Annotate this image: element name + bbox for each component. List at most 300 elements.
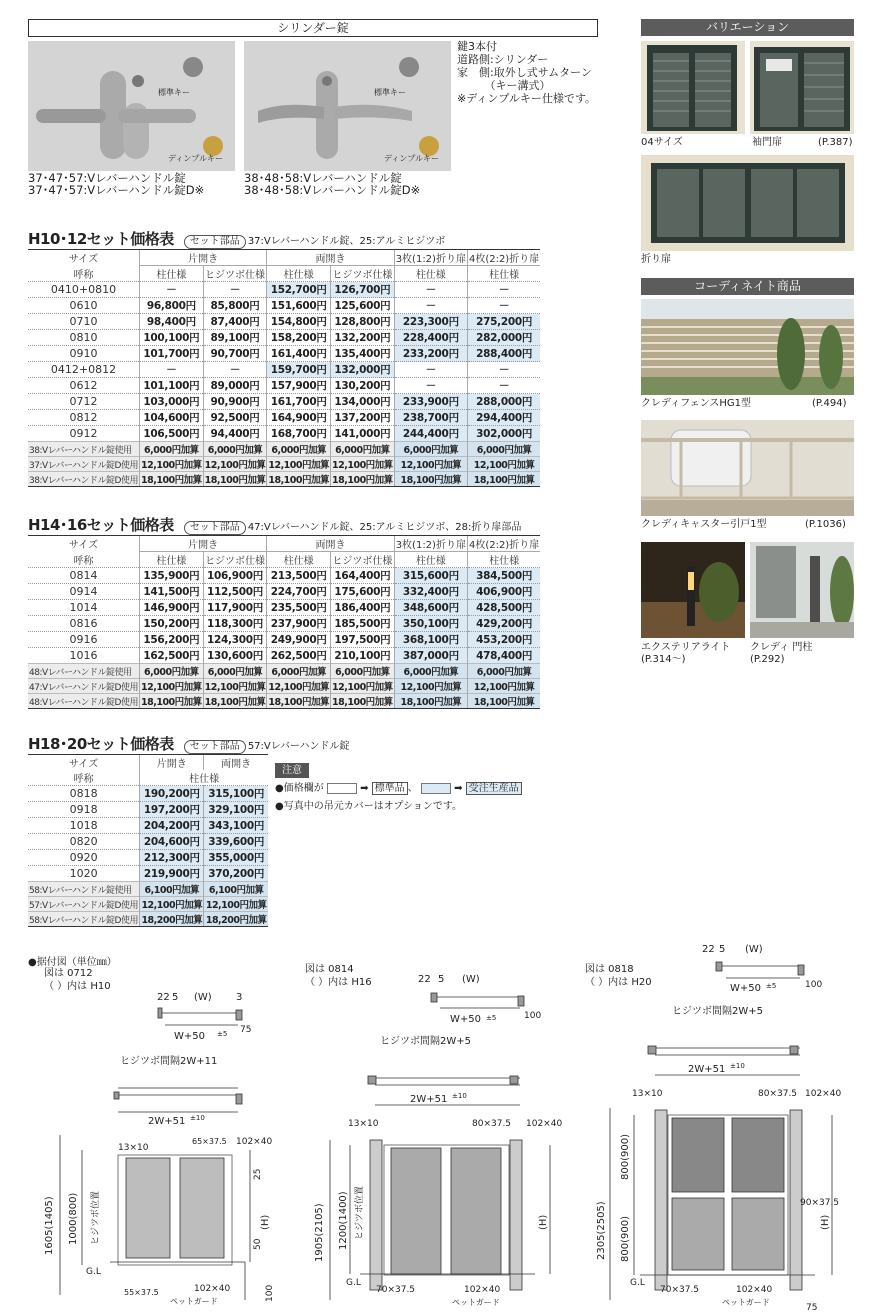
price-cell: 104,600円 bbox=[140, 410, 204, 426]
d2-2w51: 2W+51 bbox=[410, 1094, 448, 1105]
d2-pillar: 13×10 bbox=[348, 1119, 379, 1129]
addon-price: 6,000円加算 bbox=[140, 664, 204, 679]
price-cell: 212,300円 bbox=[140, 850, 204, 866]
addon-price: 6,000円加算 bbox=[267, 664, 331, 679]
size-code: 0918 bbox=[28, 802, 140, 818]
price-cell: 197,200円 bbox=[140, 802, 204, 818]
price-cell: 453,200円 bbox=[467, 632, 540, 648]
addon-price: 12,100円加算 bbox=[331, 457, 395, 472]
lock-illustration-2 bbox=[244, 41, 451, 171]
price-cell: 237,900円 bbox=[267, 616, 331, 632]
price-cell: 302,000円 bbox=[467, 426, 540, 442]
cylinder-title: シリンダー錠 bbox=[28, 19, 598, 37]
addon-price: 18,100円加算 bbox=[331, 472, 395, 487]
price-cell: － bbox=[140, 282, 204, 298]
d2-w: (W) bbox=[462, 974, 480, 985]
price-cell: 101,700円 bbox=[140, 346, 204, 362]
d2-22: 22 bbox=[418, 974, 431, 985]
spec-header: 柱仕様 bbox=[267, 552, 331, 568]
variation-photo-fold bbox=[641, 155, 854, 251]
price-cell: 98,400円 bbox=[140, 314, 204, 330]
addon-price: 6,000円加算 bbox=[467, 664, 540, 679]
fold4-header: 4枚(2:2)折り扉 bbox=[467, 250, 540, 266]
addon-label: 48:Vレバーハンドル錠使用 bbox=[28, 664, 140, 679]
table-row bbox=[28, 362, 540, 378]
price-cell: 90,700円 bbox=[203, 346, 267, 362]
addon-price: 18,100円加算 bbox=[140, 694, 204, 709]
price-cell: 135,400円 bbox=[331, 346, 395, 362]
d1-mid: 1000(800) bbox=[68, 1192, 79, 1245]
table-row bbox=[28, 410, 540, 426]
price-cell: 384,500円 bbox=[467, 568, 540, 584]
addon-price: 18,100円加算 bbox=[203, 694, 267, 709]
d1-post2: 102×40 bbox=[194, 1284, 231, 1294]
addon-price: 12,100円加算 bbox=[467, 679, 540, 694]
h10-tag: セット部品 bbox=[184, 235, 246, 249]
size-header: サイズ bbox=[28, 536, 140, 552]
addon-price: 6,100円加算 bbox=[204, 882, 268, 897]
d1-100: 100 bbox=[265, 1284, 275, 1302]
h14-note: 47:Vレバーハンドル錠、25:アルミヒジツボ、28:折り扉部品 bbox=[247, 522, 522, 533]
d3-tol5: ±5 bbox=[766, 982, 777, 990]
code-header: 呼称 bbox=[28, 770, 140, 786]
addon-price: 18,100円加算 bbox=[140, 472, 204, 487]
price-cell: 406,900円 bbox=[467, 584, 540, 600]
addon-price: 6,000円加算 bbox=[331, 442, 395, 457]
hiji-pitch-2: ヒジツボ間隔2W+5 bbox=[380, 1036, 471, 1047]
dim-22: 22 bbox=[157, 992, 170, 1003]
d1-frame: 65×37.5 bbox=[192, 1137, 227, 1146]
price-cell: 186,400円 bbox=[331, 600, 395, 616]
dim-2w51-1: 2W+51 bbox=[148, 1116, 186, 1127]
price-cell: 175,600円 bbox=[331, 584, 395, 600]
price-cell: 106,500円 bbox=[140, 426, 204, 442]
fence-illustration bbox=[641, 299, 854, 395]
lock-caption-1: 37･47･57:Vレバーハンドル錠 37･47･57:Vレバーハンドル錠D※ bbox=[28, 171, 205, 197]
h14-tag: セット部品 bbox=[184, 521, 246, 535]
dim-w: (W) bbox=[194, 992, 212, 1003]
price-cell: － bbox=[203, 282, 267, 298]
key-standard-label: 標準キー bbox=[158, 88, 190, 97]
d2-post: 102×40 bbox=[526, 1119, 563, 1129]
table-row bbox=[28, 378, 540, 394]
table-row bbox=[28, 850, 268, 866]
addon-row bbox=[28, 882, 268, 897]
price-cell: 185,500円 bbox=[331, 616, 395, 632]
variation-sode-page: (P.387) bbox=[818, 137, 853, 148]
d1-pillar: 13×10 bbox=[118, 1143, 149, 1153]
addon-price: 6,000円加算 bbox=[394, 442, 467, 457]
dim-tol5-1: ±5 bbox=[217, 1030, 228, 1038]
table-row bbox=[28, 426, 540, 442]
arrow-icon: ➡ bbox=[360, 783, 369, 794]
coord-photo-light bbox=[641, 542, 745, 638]
price-cell: 117,900円 bbox=[203, 600, 267, 616]
drawing-title: ●据付図（単位㎜） bbox=[28, 957, 117, 968]
price-cell: － bbox=[467, 378, 540, 394]
drawing3-label: 図は 0818 （ ）内は H20 bbox=[585, 964, 652, 988]
d3-2w51: 2W+51 bbox=[688, 1064, 726, 1075]
price-cell: 162,500円 bbox=[140, 648, 204, 664]
size-code: 0916 bbox=[28, 632, 140, 648]
d2-100: 100 bbox=[524, 1011, 542, 1021]
coord-photo-fence bbox=[641, 299, 854, 395]
h18-tag: セット部品 bbox=[184, 740, 246, 754]
addon-price: 12,100円加算 bbox=[394, 679, 467, 694]
addon-price: 6,000円加算 bbox=[467, 442, 540, 457]
price-cell: 288,000円 bbox=[467, 394, 540, 410]
d2-5: 5 bbox=[438, 974, 445, 985]
price-cell: 339,600円 bbox=[204, 834, 268, 850]
variation-sode-label: 袖門扉 bbox=[752, 137, 782, 148]
h18-price-table bbox=[28, 754, 268, 927]
d1-gl: G.L bbox=[86, 1267, 101, 1277]
d3-w: (W) bbox=[745, 944, 763, 955]
variation-fold-label: 折り扉 bbox=[641, 254, 671, 265]
size-code: 0820 bbox=[28, 834, 140, 850]
price-cell: 235,500円 bbox=[267, 600, 331, 616]
table-row bbox=[28, 802, 268, 818]
price-cell: 210,100円 bbox=[331, 648, 395, 664]
d2-w50: W+50 bbox=[450, 1014, 481, 1025]
addon-label: 57:Vレバーハンドル錠D使用 bbox=[28, 897, 140, 912]
addon-price: 6,000円加算 bbox=[203, 664, 267, 679]
price-cell: 85,800円 bbox=[203, 298, 267, 314]
price-cell: 101,100円 bbox=[140, 378, 204, 394]
size-code: 1020 bbox=[28, 866, 140, 882]
drawing1-label: 図は 0712 （ ）内は H10 bbox=[44, 968, 111, 992]
d3-top: 2305(2505) bbox=[596, 1201, 607, 1260]
table-row bbox=[28, 866, 268, 882]
price-cell: 89,000円 bbox=[203, 378, 267, 394]
price-cell: 233,900円 bbox=[394, 394, 467, 410]
d3-22: 22 bbox=[702, 944, 715, 955]
addon-price: 18,100円加算 bbox=[467, 694, 540, 709]
addon-price: 6,100円加算 bbox=[140, 882, 204, 897]
order-swatch bbox=[421, 783, 451, 794]
d3-post2: 102×40 bbox=[736, 1285, 773, 1295]
price-cell: 134,000円 bbox=[331, 394, 395, 410]
lock-photo-1 bbox=[28, 41, 235, 171]
fold3-header: 3枚(1:2)折り扉 bbox=[394, 250, 467, 266]
table-row bbox=[28, 346, 540, 362]
addon-row bbox=[28, 664, 540, 679]
d3-h: (H) bbox=[820, 1214, 831, 1230]
dim-75-1: 75 bbox=[240, 1025, 252, 1035]
price-cell: 156,200円 bbox=[140, 632, 204, 648]
spec-header: 柱仕様 bbox=[140, 266, 204, 282]
price-cell: 275,200円 bbox=[467, 314, 540, 330]
variation-photo-sode bbox=[750, 41, 854, 134]
d1-hiji-pos: ヒジツボ位置 bbox=[91, 1190, 101, 1245]
caution-line1: ●価格欄が ➡ 標準品 、 ➡ 受注生産品 bbox=[275, 782, 522, 796]
size-code: 0920 bbox=[28, 850, 140, 866]
price-cell: 146,900円 bbox=[140, 600, 204, 616]
table-row bbox=[28, 568, 540, 584]
order-label: 受注生産品 bbox=[466, 782, 522, 795]
price-cell: 87,400円 bbox=[203, 314, 267, 330]
spec-header: ヒジツボ仕様 bbox=[203, 552, 267, 568]
price-cell: 118,300円 bbox=[203, 616, 267, 632]
price-cell: 224,700円 bbox=[267, 584, 331, 600]
price-cell: 343,100円 bbox=[204, 818, 268, 834]
price-cell: 262,500円 bbox=[267, 648, 331, 664]
price-cell: 244,400円 bbox=[394, 426, 467, 442]
price-cell: 90,900円 bbox=[203, 394, 267, 410]
table-row bbox=[28, 314, 540, 330]
addon-price: 6,000円加算 bbox=[394, 664, 467, 679]
header-row bbox=[28, 536, 540, 552]
price-cell: 223,300円 bbox=[394, 314, 467, 330]
d2-foot: 70×37.5 bbox=[376, 1285, 416, 1295]
addon-price: 12,100円加算 bbox=[204, 897, 268, 912]
pillar-illustration bbox=[750, 542, 854, 638]
price-cell: 164,900円 bbox=[267, 410, 331, 426]
coord-photo-caster bbox=[641, 420, 854, 516]
addon-price: 12,100円加算 bbox=[331, 679, 395, 694]
addon-price: 18,100円加算 bbox=[394, 472, 467, 487]
single-header: 片開き bbox=[140, 536, 267, 552]
price-cell: － bbox=[394, 298, 467, 314]
dim-5: 5 bbox=[172, 992, 179, 1003]
price-cell: 197,500円 bbox=[331, 632, 395, 648]
header-row bbox=[28, 770, 268, 786]
spec-header: ヒジツボ仕様 bbox=[203, 266, 267, 282]
price-cell: 126,700円 bbox=[331, 282, 395, 298]
size-header: サイズ bbox=[28, 755, 140, 771]
price-cell: 249,900円 bbox=[267, 632, 331, 648]
price-cell: 137,200円 bbox=[331, 410, 395, 426]
spec-header: 柱仕様 bbox=[394, 266, 467, 282]
addon-price: 12,100円加算 bbox=[203, 457, 267, 472]
coord-fence-page: (P.494) bbox=[812, 398, 847, 409]
addon-label: 38:Vレバーハンドル錠使用 bbox=[28, 442, 140, 457]
price-cell: 219,900円 bbox=[140, 866, 204, 882]
price-cell: 103,000円 bbox=[140, 394, 204, 410]
dim-3: 3 bbox=[236, 992, 243, 1003]
spec-header: 柱仕様 bbox=[467, 266, 540, 282]
arrow-icon: ➡ bbox=[454, 783, 463, 794]
d3-w50: W+50 bbox=[730, 983, 761, 994]
price-cell: 204,600円 bbox=[140, 834, 204, 850]
d3-gl: G.L bbox=[630, 1278, 645, 1288]
price-cell: 355,000円 bbox=[204, 850, 268, 866]
d3-post: 102×40 bbox=[805, 1089, 842, 1099]
spec-header: 柱仕様 bbox=[140, 552, 204, 568]
price-cell: 150,200円 bbox=[140, 616, 204, 632]
lock-caption-2: 38･48･58:Vレバーハンドル錠 38･48･58:Vレバーハンドル錠D※ bbox=[244, 171, 421, 197]
size-code: 0818 bbox=[28, 786, 140, 802]
addon-label: 38:Vレバーハンドル錠D使用 bbox=[28, 472, 140, 487]
caution-line2: ●写真中の吊元カバーはオプションです。 bbox=[275, 801, 463, 812]
price-cell: 132,000円 bbox=[331, 362, 395, 378]
d3-foot: 70×37.5 bbox=[660, 1285, 700, 1295]
spec-header: 柱仕様 bbox=[140, 770, 268, 786]
caution-title: 注意 bbox=[275, 763, 309, 778]
coord-fence-label: クレディフェンスHG1型 bbox=[641, 398, 752, 409]
size-code: 0816 bbox=[28, 616, 140, 632]
addon-price: 6,000円加算 bbox=[203, 442, 267, 457]
spec-header: ヒジツボ仕様 bbox=[331, 552, 395, 568]
coord-caster-page: (P.1036) bbox=[805, 519, 846, 530]
price-cell: 152,700円 bbox=[267, 282, 331, 298]
double-header: 両開き bbox=[267, 250, 394, 266]
addon-label: 48:Vレバーハンドル錠D使用 bbox=[28, 694, 140, 709]
price-cell: 350,100円 bbox=[394, 616, 467, 632]
double-header: 両開き bbox=[267, 536, 394, 552]
price-cell: 478,400円 bbox=[467, 648, 540, 664]
addon-label: 47:Vレバーハンドル錠D使用 bbox=[28, 679, 140, 694]
d3-midframe: 90×37.5 bbox=[800, 1198, 840, 1208]
price-cell: 151,600円 bbox=[267, 298, 331, 314]
double-header: 両開き bbox=[204, 755, 268, 771]
price-cell: 213,500円 bbox=[267, 568, 331, 584]
d3-75: 75 bbox=[806, 1303, 818, 1313]
addon-price: 6,000円加算 bbox=[140, 442, 204, 457]
standard-swatch bbox=[327, 783, 357, 794]
size-code: 0410+0810 bbox=[28, 282, 140, 298]
d2-tol10: ±10 bbox=[452, 1092, 467, 1100]
addon-price: 18,100円加算 bbox=[467, 472, 540, 487]
d2-petguard: ペットガード bbox=[452, 1298, 500, 1307]
size-code: 0710 bbox=[28, 314, 140, 330]
single-header: 片開き bbox=[140, 755, 204, 771]
addon-row bbox=[28, 912, 268, 927]
d2-gl: G.L bbox=[346, 1278, 361, 1288]
price-cell: 128,800円 bbox=[331, 314, 395, 330]
price-cell: 387,000円 bbox=[394, 648, 467, 664]
d2-h: (H) bbox=[538, 1214, 549, 1230]
price-cell: 329,100円 bbox=[204, 802, 268, 818]
header-row bbox=[28, 552, 540, 568]
d3-petguard: ペットガード bbox=[722, 1298, 770, 1307]
addon-price: 6,000円加算 bbox=[267, 442, 331, 457]
addon-price: 12,100円加算 bbox=[467, 457, 540, 472]
addon-row bbox=[28, 897, 268, 912]
price-cell: 106,900円 bbox=[203, 568, 267, 584]
dim-w50-1: W+50 bbox=[174, 1031, 205, 1042]
d2-post2: 102×40 bbox=[464, 1285, 501, 1295]
price-cell: 168,700円 bbox=[267, 426, 331, 442]
fold3-header: 3枚(1:2)折り扉 bbox=[394, 536, 467, 552]
price-cell: 332,400円 bbox=[394, 584, 467, 600]
size-code: 0412+0812 bbox=[28, 362, 140, 378]
addon-price: 18,200円加算 bbox=[204, 912, 268, 927]
price-cell: 315,100円 bbox=[204, 786, 268, 802]
d3-mid2: 800(900) bbox=[620, 1216, 631, 1262]
addon-row bbox=[28, 679, 540, 694]
spec-header: ヒジツボ仕様 bbox=[331, 266, 395, 282]
addon-price: 12,100円加算 bbox=[140, 897, 204, 912]
price-cell: 288,400円 bbox=[467, 346, 540, 362]
price-cell: 190,200円 bbox=[140, 786, 204, 802]
price-cell: － bbox=[467, 282, 540, 298]
h18-title: H18･20セット価格表 セット部品 57:Vレバーハンドル錠 bbox=[28, 735, 350, 753]
addon-price: 18,100円加算 bbox=[394, 694, 467, 709]
drawing2-label: 図は 0814 （ ）内は H16 bbox=[305, 964, 372, 988]
size-code: 0812 bbox=[28, 410, 140, 426]
d1-top: 1605(1405) bbox=[44, 1196, 55, 1255]
addon-row bbox=[28, 457, 540, 472]
variation-title: バリエーション bbox=[641, 19, 854, 36]
price-cell: 370,200円 bbox=[204, 866, 268, 882]
d2-hiji-pos: ヒジツボ位置 bbox=[355, 1185, 365, 1240]
table-row bbox=[28, 600, 540, 616]
d3-frame: 80×37.5 bbox=[758, 1089, 798, 1099]
d2-top: 1905(2105) bbox=[314, 1203, 325, 1262]
code-header: 呼称 bbox=[28, 552, 140, 568]
size-code: 0814 bbox=[28, 568, 140, 584]
price-cell: 132,200円 bbox=[331, 330, 395, 346]
h10-title: H10･12セット価格表 セット部品 37:Vレバーハンドル錠、25:アルミヒジツボ bbox=[28, 230, 446, 248]
size-code: 0712 bbox=[28, 394, 140, 410]
d1-25: 25 bbox=[253, 1168, 263, 1180]
price-cell: 238,700円 bbox=[394, 410, 467, 426]
size-code: 0610 bbox=[28, 298, 140, 314]
price-cell: 158,200円 bbox=[267, 330, 331, 346]
gate-fold-illustration bbox=[641, 155, 854, 251]
d1-h: (H) bbox=[260, 1214, 271, 1230]
d1-50: 50 bbox=[253, 1238, 263, 1250]
coord-light-label: エクステリアライト (P.314〜) bbox=[641, 642, 731, 665]
h18-note: 57:Vレバーハンドル錠 bbox=[247, 741, 350, 752]
caster-gate-illustration bbox=[641, 420, 854, 516]
price-cell: 130,200円 bbox=[331, 378, 395, 394]
price-cell: 348,600円 bbox=[394, 600, 467, 616]
coord-photo-pillar bbox=[750, 542, 854, 638]
d2-tol5: ±5 bbox=[486, 1014, 497, 1022]
header-row bbox=[28, 266, 540, 282]
addon-row bbox=[28, 442, 540, 457]
h10-price-table bbox=[28, 249, 540, 487]
addon-price: 12,100円加算 bbox=[267, 457, 331, 472]
table-row bbox=[28, 818, 268, 834]
size-code: 0912 bbox=[28, 426, 140, 442]
addon-row bbox=[28, 694, 540, 709]
variation-photo-04 bbox=[641, 41, 745, 134]
size-code: 1014 bbox=[28, 600, 140, 616]
price-cell: 164,400円 bbox=[331, 568, 395, 584]
size-code: 0612 bbox=[28, 378, 140, 394]
table-row bbox=[28, 394, 540, 410]
d3-tol10: ±10 bbox=[730, 1062, 745, 1070]
spec-header: 柱仕様 bbox=[267, 266, 331, 282]
d1-post: 102×40 bbox=[236, 1137, 273, 1147]
price-cell: 159,700円 bbox=[267, 362, 331, 378]
addon-label: 58:Vレバーハンドル錠D使用 bbox=[28, 912, 140, 927]
price-cell: 154,800円 bbox=[267, 314, 331, 330]
addon-price: 12,100円加算 bbox=[140, 457, 204, 472]
table-row bbox=[28, 632, 540, 648]
lock-spec: 鍵3本付 道路側:シリンダー 家 側:取外し式サムターン （キー溝式） ※ディンプルキー仕様です。 bbox=[457, 40, 597, 105]
standard-label: 標準品 bbox=[372, 782, 408, 795]
spec-header: 柱仕様 bbox=[467, 552, 540, 568]
hiji-pitch-3: ヒジツボ間隔2W+5 bbox=[672, 1006, 763, 1017]
price-cell: 204,200円 bbox=[140, 818, 204, 834]
size-code: 1016 bbox=[28, 648, 140, 664]
addon-price: 18,100円加算 bbox=[267, 694, 331, 709]
fold4-header: 4枚(2:2)折り扉 bbox=[467, 536, 540, 552]
hiji-pitch-1: ヒジツボ間隔2W+11 bbox=[120, 1056, 218, 1067]
price-cell: 282,000円 bbox=[467, 330, 540, 346]
header-row bbox=[28, 250, 540, 266]
addon-label: 58:Vレバーハンドル錠使用 bbox=[28, 882, 140, 897]
table-row bbox=[28, 330, 540, 346]
addon-price: 18,100円加算 bbox=[267, 472, 331, 487]
price-cell: 89,100円 bbox=[203, 330, 267, 346]
lock-illustration-1 bbox=[28, 41, 235, 171]
size-code: 0914 bbox=[28, 584, 140, 600]
